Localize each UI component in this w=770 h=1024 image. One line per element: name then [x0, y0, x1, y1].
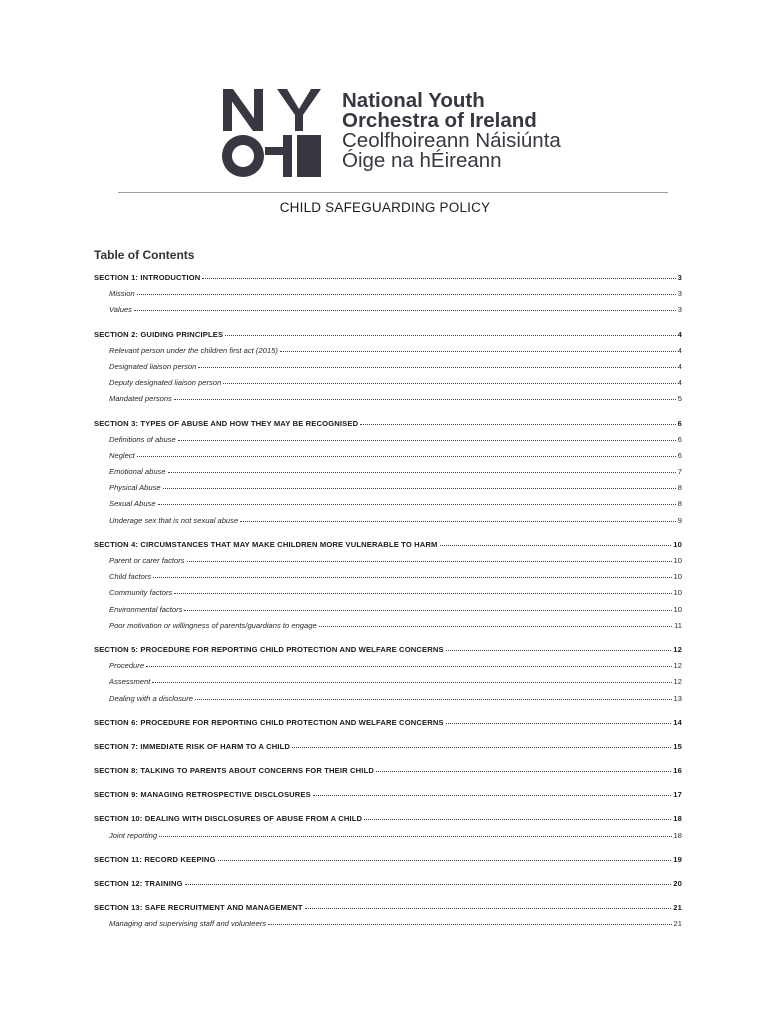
toc-subsection-entry[interactable]: [94, 289, 682, 305]
toc-section-entry-label: SECTION 5: PROCEDURE FOR REPORTING CHILD PROTECTION AND WELFARE CONCERNS: [94, 644, 444, 654]
toc-subsection-entry[interactable]: [94, 831, 682, 847]
section-gap: [94, 895, 682, 903]
dot-leader: [134, 310, 676, 311]
toc-subsection-entry-label: Deputy designated liaison person: [109, 378, 222, 388]
toc-section-entry-label: SECTION 1: INTRODUCTION: [94, 273, 201, 282]
toc-section-entry-page: 17: [673, 790, 682, 800]
dot-leader: [158, 504, 676, 505]
toc-subsection-entry-page: 8: [677, 499, 682, 509]
dot-leader: [305, 908, 672, 909]
dot-leader: [313, 795, 671, 796]
toc-section-entry-page: 21: [673, 903, 682, 913]
toc-subsection-entry-label: Designated liaison person: [109, 361, 197, 371]
toc-subsection-entry-label: Poor motivation or willingness of parents/guardians to engage: [109, 620, 317, 630]
dot-leader: [223, 383, 675, 384]
toc-subsection-entry-page: 12: [673, 661, 682, 671]
toc-subsection-entry-page: 10: [673, 572, 682, 582]
toc-subsection-entry[interactable]: [94, 378, 682, 394]
toc-subsection-entry[interactable]: [94, 516, 682, 532]
section-gap: [94, 847, 682, 855]
dot-leader: [225, 335, 675, 336]
dot-leader: [137, 294, 676, 295]
section-gap: [94, 532, 682, 540]
toc-section-entry-page: 4: [677, 329, 682, 339]
dot-leader: [446, 650, 672, 651]
toc-section-entry[interactable]: [94, 645, 682, 661]
section-gap: [94, 637, 682, 645]
toc-section-entry-page: 15: [673, 741, 682, 751]
dot-leader: [218, 860, 672, 861]
toc-section-entry-page: 19: [673, 854, 682, 864]
toc-subsection-entry-page: 4: [677, 378, 682, 388]
toc-section-entry-label: SECTION 2: GUIDING PRINCIPLES: [94, 329, 224, 339]
toc-subsection-entry[interactable]: [94, 362, 682, 378]
toc-subsection-entry-page: 10: [673, 604, 682, 614]
toc-subsection-entry-label: Child factors: [109, 572, 152, 582]
toc-subsection-entry[interactable]: [94, 556, 682, 572]
toc-subsection-entry-page: 7: [677, 467, 682, 477]
toc-subsection-entry[interactable]: [94, 661, 682, 677]
dot-leader: [163, 488, 676, 489]
toc-subsection-entry-page: 10: [673, 588, 682, 598]
toc-subsection-entry-page: 5: [677, 394, 682, 404]
dot-leader: [174, 399, 676, 400]
table-of-contents: [94, 273, 682, 936]
toc-subsection-entry[interactable]: [94, 694, 682, 710]
toc-subsection-entry-label: Values: [109, 305, 132, 315]
toc-subsection-entry[interactable]: [94, 499, 682, 515]
toc-section-entry-label: SECTION 13: SAFE RECRUITMENT AND MANAGEMENT: [94, 903, 303, 913]
toc-section-entry[interactable]: [94, 540, 682, 556]
section-gap: [94, 322, 682, 330]
toc-subsection-entry[interactable]: [94, 572, 682, 588]
toc-section-entry-label: SECTION 7: IMMEDIATE RISK OF HARM TO A CHILD: [94, 741, 291, 751]
toc-subsection-entry-label: Mandated persons: [109, 394, 172, 404]
toc-section-entry-label: SECTION 3: TYPES OF ABUSE AND HOW THEY MAY BE RECOGNISED: [94, 418, 359, 428]
logo-wordmark: [342, 91, 561, 171]
toc-section-entry-label: SECTION 11: RECORD KEEPING: [94, 854, 216, 864]
toc-subsection-entry[interactable]: [94, 305, 682, 321]
toc-section-entry-label: SECTION 8: TALKING TO PARENTS ABOUT CONCERNS FOR THEIR CHILD: [94, 766, 374, 776]
toc-section-entry-page: 20: [673, 879, 682, 888]
section-gap: [94, 806, 682, 814]
toc-subsection-entry-page: 3: [677, 305, 682, 315]
toc-subsection-entry-page: 3: [677, 289, 682, 299]
toc-subsection-entry-page: 6: [677, 434, 682, 444]
toc-subsection-entry-page: 9: [677, 515, 682, 525]
toc-section-entry-page: 10: [673, 539, 682, 549]
toc-subsection-entry-page: 12: [673, 677, 682, 687]
toc-section-entry-label: SECTION 4: CIRCUMSTANCES THAT MAY MAKE CHILDREN MORE VULNERABLE TO HARM: [94, 539, 438, 549]
toc-section-entry-label: SECTION 12: TRAINING: [94, 879, 183, 888]
logo-line-3: Ceolfhoireann Náisiúnta: [342, 129, 561, 152]
dot-leader: [292, 747, 671, 748]
dot-leader: [198, 367, 675, 368]
toc-subsection-entry-page: 8: [677, 483, 682, 493]
section-gap: [94, 734, 682, 742]
dot-leader: [137, 456, 676, 457]
dot-leader: [153, 577, 671, 578]
dot-leader: [174, 593, 671, 594]
toc-subsection-entry-label: Mission: [109, 289, 135, 299]
toc-section-entry[interactable]: [94, 419, 682, 435]
section-gap: [94, 758, 682, 766]
logo-line-1: National Youth: [342, 89, 485, 112]
dot-leader: [446, 723, 672, 724]
toc-section-entry-page: 3: [677, 273, 682, 282]
nyoi-logo-mark: [221, 89, 331, 177]
section-gap: [94, 411, 682, 419]
toc-section-entry-label: SECTION 6: PROCEDURE FOR REPORTING CHILD PROTECTION AND WELFARE CONCERNS: [94, 717, 444, 727]
toc-subsection-entry[interactable]: [94, 435, 682, 451]
toc-subsection-entry-label: Community factors: [109, 588, 173, 598]
toc-subsection-entry-page: 11: [674, 620, 682, 630]
toc-subsection-entry[interactable]: [94, 467, 682, 483]
toc-subsection-entry[interactable]: [94, 605, 682, 621]
section-gap: [94, 782, 682, 790]
toc-section-entry-page: 18: [673, 814, 682, 824]
dot-leader: [187, 561, 672, 562]
dot-leader: [440, 545, 672, 546]
toc-subsection-entry[interactable]: [94, 451, 682, 467]
dot-leader: [360, 424, 675, 425]
header-divider: [118, 192, 668, 193]
dot-leader: [240, 521, 676, 522]
toc-subsection-entry-label: Underage sex that is not sexual abuse: [109, 515, 239, 525]
toc-subsection-entry-page: 18: [673, 830, 682, 840]
toc-subsection-entry-label: Procedure: [109, 661, 145, 671]
toc-subsection-entry[interactable]: [94, 588, 682, 604]
toc-subsection-entry-page: 4: [677, 361, 682, 371]
dot-leader: [202, 278, 675, 279]
toc-subsection-entry[interactable]: [94, 919, 682, 935]
toc-subsection-entry[interactable]: [94, 346, 682, 362]
dot-leader: [152, 682, 671, 683]
dot-leader: [185, 884, 672, 885]
dot-leader: [364, 819, 671, 820]
toc-subsection-entry[interactable]: [94, 621, 682, 637]
toc-subsection-entry-label: Environmental factors: [109, 604, 183, 614]
dot-leader: [178, 440, 676, 441]
toc-heading: Table of Contents: [94, 248, 195, 262]
dot-leader: [184, 610, 671, 611]
document-title: CHILD SAFEGUARDING POLICY: [279, 200, 491, 215]
toc-subsection-entry-page: 4: [677, 345, 682, 355]
toc-subsection-entry-page: 10: [673, 556, 682, 565]
toc-section-entry[interactable]: [94, 855, 682, 871]
toc-section-entry-label: SECTION 9: MANAGING RETROSPECTIVE DISCLOSURES: [94, 790, 311, 800]
nyoi-logo: [221, 89, 561, 181]
toc-section-entry[interactable]: [94, 718, 682, 734]
toc-section-entry[interactable]: [94, 879, 682, 895]
toc-section-entry-page: 14: [673, 717, 682, 727]
toc-subsection-entry-label: Relevant person under the children first act (2015): [109, 345, 278, 355]
toc-subsection-entry-label: Assessment: [109, 677, 151, 687]
toc-subsection-entry-page: 21: [673, 919, 682, 929]
dot-leader: [376, 771, 671, 772]
toc-subsection-entry[interactable]: [94, 394, 682, 410]
dot-leader: [159, 836, 671, 837]
toc-section-entry-page: 12: [673, 644, 682, 654]
dot-leader: [268, 924, 672, 925]
toc-subsection-entry-label: Neglect: [109, 450, 135, 460]
dot-leader: [146, 666, 672, 667]
dot-leader: [319, 626, 672, 627]
toc-subsection-entry-page: 13: [673, 693, 682, 703]
dot-leader: [280, 351, 676, 352]
toc-section-entry[interactable]: [94, 903, 682, 919]
section-gap: [94, 710, 682, 718]
logo-line-4: Óige na hÉireann: [342, 149, 502, 172]
toc-section-entry[interactable]: [94, 273, 682, 289]
dot-leader: [195, 699, 672, 700]
toc-section-entry[interactable]: [94, 330, 682, 346]
toc-subsection-entry-label: Physical Abuse: [109, 483, 161, 493]
toc-subsection-entry[interactable]: [94, 677, 682, 693]
toc-subsection-entry-label: Definitions of abuse: [109, 434, 176, 444]
toc-subsection-entry-label: Emotional abuse: [109, 467, 166, 477]
toc-subsection-entry-label: Joint reporting: [109, 830, 158, 840]
toc-subsection-entry[interactable]: [94, 483, 682, 499]
toc-subsection-entry-label: Managing and supervising staff and volunteers: [109, 919, 267, 929]
toc-section-entry[interactable]: [94, 766, 682, 782]
dot-leader: [168, 472, 676, 473]
toc-section-entry-page: 6: [677, 418, 682, 428]
toc-subsection-entry-page: 6: [677, 450, 682, 460]
logo-line-2: Orchestra of Ireland: [342, 109, 537, 132]
toc-subsection-entry-label: Dealing with a disclosure: [109, 693, 193, 703]
toc-section-entry[interactable]: [94, 742, 682, 758]
toc-section-entry[interactable]: [94, 790, 682, 806]
toc-section-entry-label: SECTION 10: DEALING WITH DISCLOSURES OF ABUSE FROM A CHILD: [94, 814, 363, 824]
toc-section-entry[interactable]: [94, 814, 682, 830]
toc-subsection-entry-label: Parent or carer factors: [109, 556, 185, 565]
section-gap: [94, 871, 682, 879]
toc-section-entry-page: 16: [673, 766, 682, 776]
toc-subsection-entry-label: Sexual Abuse: [109, 499, 156, 509]
